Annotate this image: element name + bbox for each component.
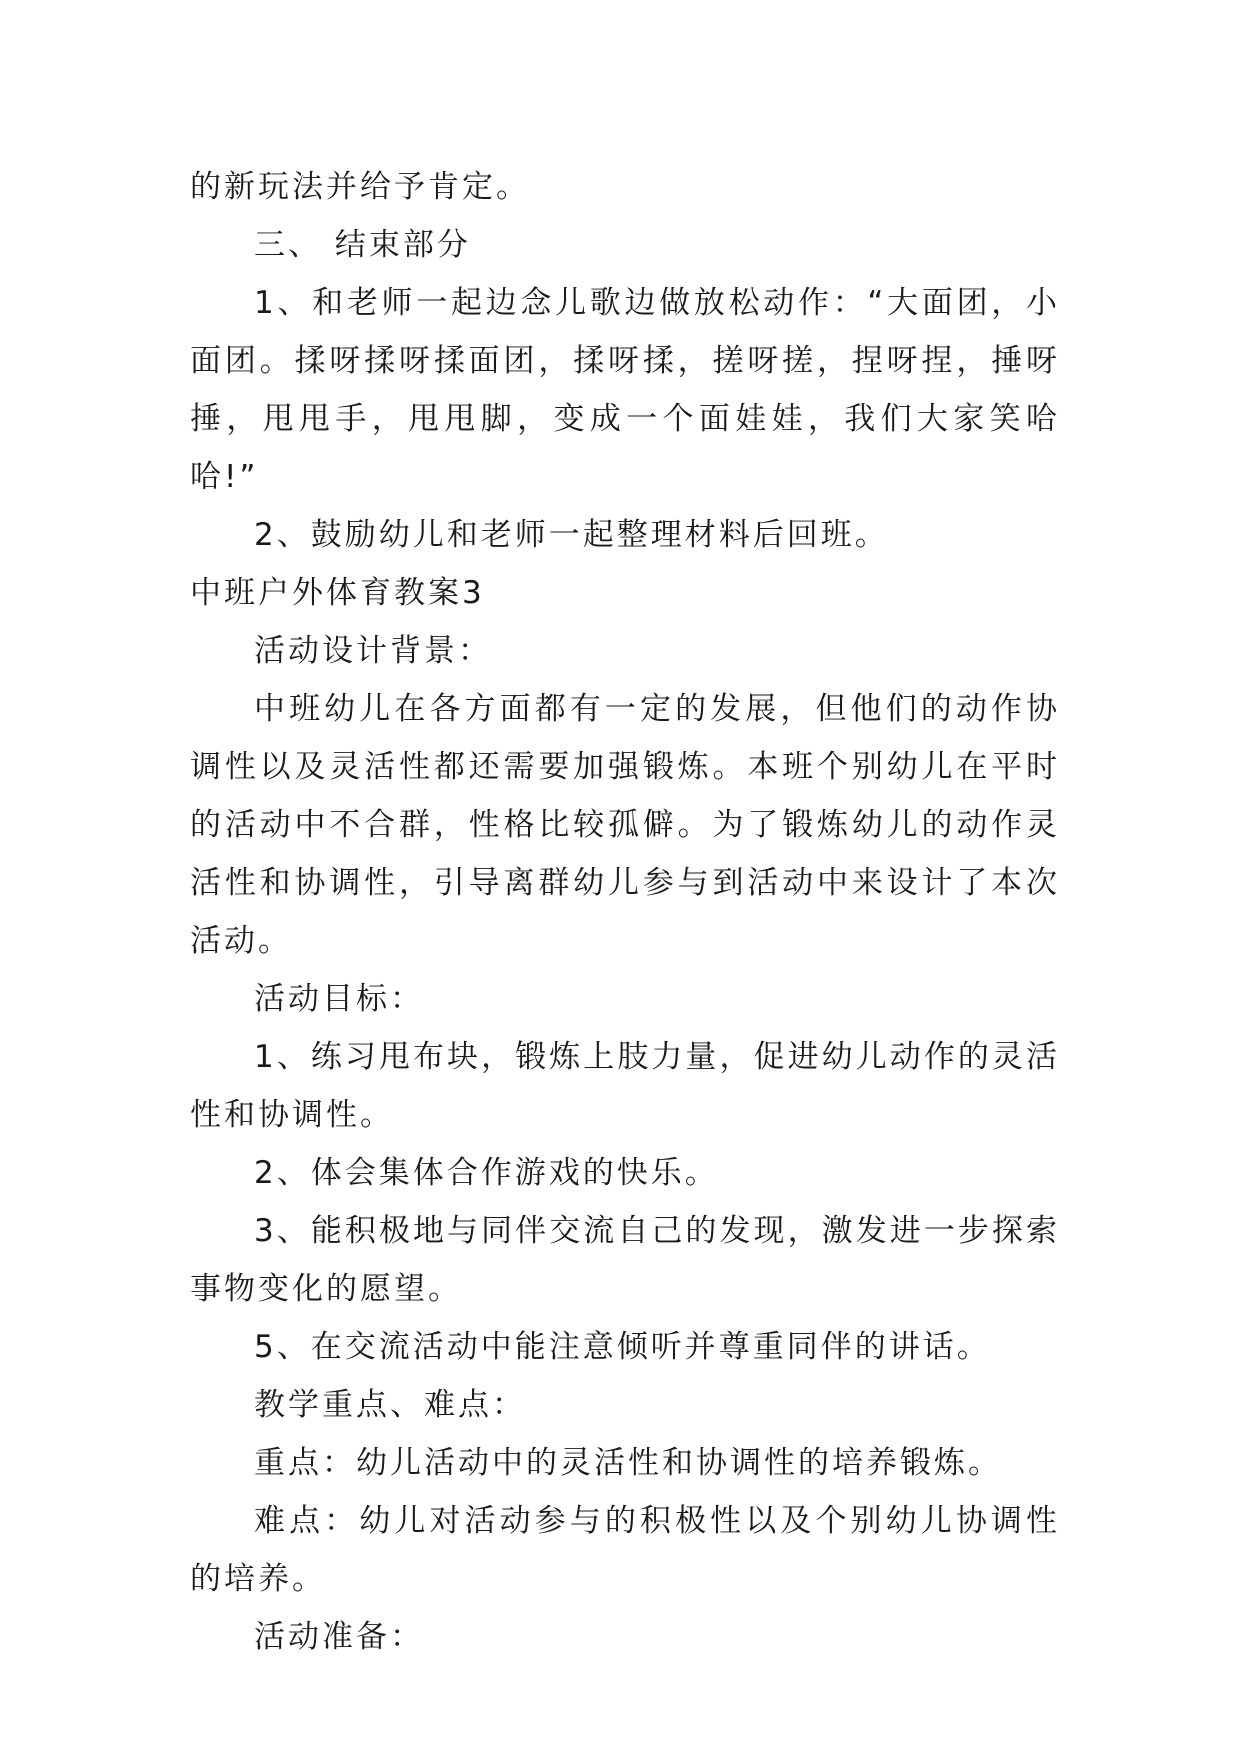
list-item: 2、体会集体合作游戏的快乐。 xyxy=(254,1155,719,1191)
section-heading: 教学重点、难点： xyxy=(254,1387,526,1423)
paragraph: 中班幼儿在各方面都有一定的发展，但他们的动作协调性以及灵活性都还需要加强锻炼。本班个别幼儿在平时的活动中不合群，性格比较孤僻。为了锻炼幼儿的动作灵活性和协调性，引导离群幼儿参与到活动中来设计了本次活动。 xyxy=(190,691,1060,959)
list-item: 5、在交流活动中能注意倾听并尊重同伴的讲话。 xyxy=(254,1329,991,1365)
paragraph: 1、和老师一起边念儿歌边做放松动作：“大面团，小面团。揉呀揉呀揉面团，揉呀揉，搓呀搓，捏呀捏，捶呀捶，甩甩手，甩甩脚，变成一个面娃娃，我们大家笑哈哈!” xyxy=(190,285,1060,495)
section-heading: 活动目标： xyxy=(254,981,424,1017)
section-heading: 活动设计背景： xyxy=(254,633,492,669)
document-title: 中班户外体育教案3 xyxy=(190,575,485,611)
paragraph: 2、鼓励幼儿和老师一起整理材料后回班。 xyxy=(254,517,889,553)
document-body xyxy=(190,158,1060,1666)
paragraph: 重点：幼儿活动中的灵活性和协调性的培养锻炼。 xyxy=(254,1445,1002,1481)
section-heading: 三、 结束部分 xyxy=(254,227,471,263)
section-heading: 活动准备： xyxy=(254,1619,424,1655)
list-item: 1、练习甩布块，锻炼上肢力量，促进幼儿动作的灵活性和协调性。 xyxy=(190,1039,1060,1133)
list-item: 3、能积极地与同伴交流自己的发现，激发进一步探索事物变化的愿望。 xyxy=(190,1213,1060,1307)
paragraph: 难点：幼儿对活动参与的积极性以及个别幼儿协调性的培养。 xyxy=(190,1503,1060,1597)
paragraph: 的新玩法并给予肯定。 xyxy=(190,169,530,205)
